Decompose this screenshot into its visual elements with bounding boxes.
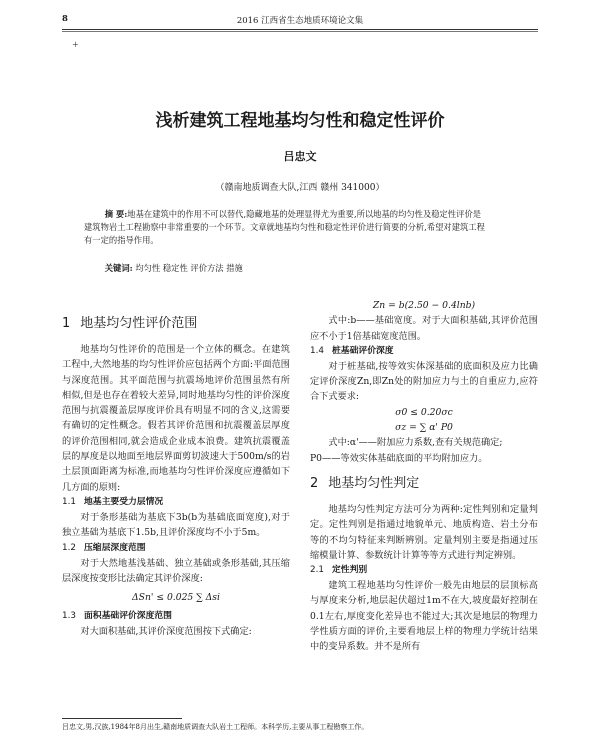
abstract-line-3: 有一定的指导作用。: [84, 235, 159, 245]
footnote-rule: [62, 718, 182, 719]
abstract-line-1: 摘 要:地基在建筑中的作用不可以替代,隐藏地基的处理显得尤为重要,所以地基的均匀性及稳定性评价是: [104, 209, 482, 219]
paper-title: 浅析建筑工程地基均匀性和稳定性评价: [155, 111, 445, 131]
formula-depth: Zn = b(2.50 − 0.4lnb): [372, 300, 476, 311]
subsection-2-1-heading: 2.1 定性判别: [310, 565, 368, 576]
formula-compression: ΔSn' ≤ 0.025 ∑ Δsi: [132, 592, 220, 604]
subsection-1-2-heading: 1.2 压缩层深度范围: [62, 542, 146, 553]
subsection-2-1-text: 建筑工程地基均匀性评价一般先由地层的层顶标高与厚度来分析,地层起伏超过1m不在大,坡度最好控制在0.1左右,厚度变化差异也不能过大;其次是地层的物理力学性质方面的评价,主要看地层上样的物理力学统计结果中的变异系数。并不是所有: [310, 580, 538, 653]
author-footnote: 吕忠文,男,汉族,1984年8月出生,赣南地质调查大队岩土工程师。本科学历,主要从事工程勘察工作。: [62, 723, 369, 731]
right-column: [310, 298, 538, 655]
running-header: [62, 14, 538, 28]
formula-stress-1: σ0 ≤ 0.20σc: [395, 406, 453, 418]
abstract-label: 摘 要:: [104, 209, 128, 219]
header-rule: [62, 29, 538, 30]
header-rule-thin: [62, 31, 538, 32]
abstract-line-2: 建筑物岩土工程勘察中非常重要的一个环节。文章就地基均匀性和稳定性评价进行简要的分析,希望对建筑工程: [84, 222, 485, 232]
keywords: [84, 262, 514, 274]
registration-mark: +: [72, 40, 79, 49]
formula-stress-2: σz = ∑ α' P0: [395, 422, 453, 434]
section-2-text: 地基均匀性判定方法可分为两种:定性判别和定量判定。定性判别是指通过地貌单元、地质构造、岩土分布等的不均匀特征来判断辨别。定量判别主要是指通过压缩模量计算、参数统计计算等等方式进行判定辨别。: [310, 503, 538, 561]
section-1-heading: 1 地基均匀性评价范围: [62, 316, 198, 331]
keywords-list: 均匀性 稳定性 评价方法 措施: [135, 263, 243, 273]
formula-stress-note-2: P0——等效实体基础底面的平均附加应力。: [310, 452, 488, 464]
section-2-heading: 2 地基均匀性判定: [310, 475, 420, 491]
subsection-1-2-text: 对于大然地基浅基础、独立基础或条形基础,其压缩层深度按变形比法确定其评价深度:: [62, 557, 290, 584]
formula-stress-note-1: 式中:α'——附加应力系数,查有关规范确定;: [328, 437, 503, 449]
author-name: 吕忠文: [283, 150, 317, 163]
page-number: 8: [62, 14, 68, 24]
subsection-1-1-text: 对于条形基础为基底下3b(b为基础底面宽度),对于独立基础为基底下1.5b,且评价深度均不小于5m。: [62, 511, 290, 539]
keywords-label: 关键词:: [104, 263, 133, 273]
journal-title: 2016 江西省生态地质环境论文集: [236, 16, 364, 26]
subsection-1-3-heading: 1.3 面积基础评价深度范围: [62, 611, 172, 622]
abstract: [84, 208, 514, 247]
subsection-1-1-heading: 1.1 地基主要受力层情况: [62, 496, 164, 507]
subsection-1-4-heading: 1.4 桩基础评价深度: [310, 345, 394, 356]
subsection-1-3-text: 对大面积基础,其评价深度范围按下式确定:: [80, 626, 252, 638]
subsection-1-4-text: 对于桩基础,按等效实体深基础的底面积及应力比确定评价深度Zn,即Zn处的附加应力与土的自重应力,应符合下式要求:: [310, 360, 538, 403]
author-affiliation: （赣南地质调查大队,江西 赣州 341000）: [215, 183, 385, 193]
section-1-intro: 地基均匀性评价的范围是一个立体的概念。在建筑工程中,大然地基的均匀性评价应包括两个方面:平面范围与深度范围。其平面范围与抗震场地评价范围虽然有所相似,但是也存在着较大差异,同时地基均匀性的评价深度范围与抗震覆盖层厚度评价具有明显不同的含义,这需要有确切的定性概念。假若其评价范围和抗震覆盖层厚度的评价范围相同,就会造成企业成本浪费。建筑抗震覆盖层的厚度是以地面至地层界面剪切波速大于500m/s的岩土层顶面距离为标准,而地基均匀性评价深度应遵循如下几方面的原则:: [62, 344, 290, 493]
formula-depth-note: 式中:b——基础宽度。对于大面积基础,其评价范围应不小于1倍基础宽度范围。: [310, 315, 538, 342]
left-column: [62, 314, 290, 640]
